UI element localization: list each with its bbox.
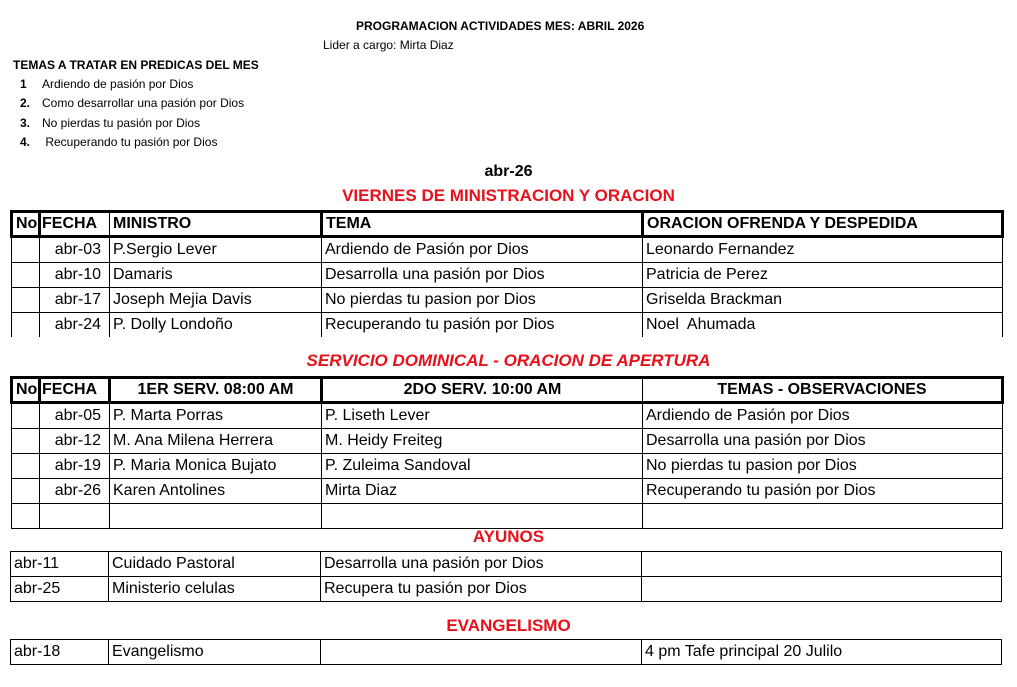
cell-1er-serv: P. Marta Porras (110, 403, 322, 429)
cell-1er-serv (110, 504, 322, 529)
cell-oracion: Patricia de Perez (643, 263, 1003, 288)
cell-fecha: abr-05 (40, 403, 110, 429)
table-row (12, 288, 1003, 313)
cell-fecha: abr-18 (11, 640, 109, 665)
section-title-ayunos: AYUNOS (472, 527, 545, 546)
cell-nota: 4 pm Tafe principal 20 Julilo (642, 640, 1002, 665)
cell-observaciones: Ardiendo de Pasión por Dios (643, 403, 1003, 429)
cell-nota (642, 577, 1002, 602)
col-header-observaciones: TEMAS - OBSERVACIONES (643, 378, 1003, 403)
section-title-dominical: SERVICIO DOMINICAL - ORACION DE APERTURA (306, 351, 711, 370)
cell-fecha: abr-03 (40, 237, 110, 263)
cell-2do-serv: P. Zuleima Sandoval (322, 454, 643, 479)
cell-fecha: abr-10 (40, 263, 110, 288)
cell-tema (321, 640, 642, 665)
cell-fecha (40, 504, 110, 529)
col-header-tema: TEMA (322, 212, 643, 237)
cell-tema: Desarrolla una pasión por Dios (321, 552, 642, 577)
table-header-row (12, 378, 1003, 403)
viernes-table (10, 210, 1004, 337)
table-row (12, 429, 1003, 454)
evangelismo-table (10, 639, 1002, 665)
cell-fecha: abr-19 (40, 454, 110, 479)
cell-no (12, 288, 40, 313)
ayunos-table (10, 551, 1002, 602)
topic-text: Recuperando tu pasión por Dios (42, 135, 218, 149)
cell-no (12, 429, 40, 454)
cell-oracion: Leonardo Fernandez (643, 237, 1003, 263)
cell-fecha: abr-11 (11, 552, 109, 577)
cell-observaciones (643, 504, 1003, 529)
table-row (11, 552, 1002, 577)
cell-fecha: abr-17 (40, 288, 110, 313)
cell-tema: Recupera tu pasión por Dios (321, 577, 642, 602)
section-title-viernes: VIERNES DE MINISTRACION Y ORACION (342, 186, 675, 205)
leader-label: Lider a cargo: Mirta Diaz (323, 38, 454, 52)
cell-fecha: abr-12 (40, 429, 110, 454)
col-header-fecha: FECHA (40, 212, 110, 237)
table-row (11, 577, 1002, 602)
topic-item (20, 77, 193, 91)
cell-ministro: P. Dolly Londoño (110, 313, 322, 338)
cell-2do-serv: Mirta Diaz (322, 479, 643, 504)
cell-oracion: Noel Ahumada (643, 313, 1003, 338)
cell-2do-serv (322, 504, 643, 529)
col-header-ministro: MINISTRO (110, 212, 322, 237)
topic-item (20, 135, 217, 149)
cell-oracion: Griselda Brackman (643, 288, 1003, 313)
dominical-table (10, 376, 1004, 529)
cell-ministro: Joseph Mejia Davis (110, 288, 322, 313)
cell-tema: Ardiendo de Pasión por Dios (322, 237, 643, 263)
table-row (12, 313, 1003, 338)
cell-tema: No pierdas tu pasion por Dios (322, 288, 643, 313)
cell-tema: Desarrolla una pasión por Dios (322, 263, 643, 288)
cell-ministerio: Cuidado Pastoral (109, 552, 321, 577)
cell-no (12, 263, 40, 288)
cell-ministro: Damaris (110, 263, 322, 288)
topic-number: 3. (20, 116, 31, 130)
cell-observaciones: No pierdas tu pasion por Dios (643, 454, 1003, 479)
col-header-no: No (12, 212, 40, 237)
cell-1er-serv: P. Maria Monica Bujato (110, 454, 322, 479)
table-row (12, 479, 1003, 504)
cell-no (12, 479, 40, 504)
col-header-no: No (12, 378, 40, 403)
cell-observaciones: Recuperando tu pasión por Dios (643, 479, 1003, 504)
topic-item (20, 96, 244, 110)
topic-number: 4. (20, 135, 31, 149)
cell-fecha: abr-26 (40, 479, 110, 504)
col-header-oracion: ORACION OFRENDA Y DESPEDIDA (643, 212, 1003, 237)
topic-number: 2. (20, 96, 31, 110)
cell-1er-serv: Karen Antolines (110, 479, 322, 504)
cell-1er-serv: M. Ana Milena Herrera (110, 429, 322, 454)
cell-fecha: abr-25 (11, 577, 109, 602)
table-row (12, 263, 1003, 288)
topic-item (20, 116, 200, 130)
table-row (12, 403, 1003, 429)
section-title-evangelismo: EVANGELISMO (446, 616, 571, 635)
cell-nota (642, 552, 1002, 577)
cell-no (12, 403, 40, 429)
document-title: PROGRAMACION ACTIVIDADES MES: ABRIL 2026 (356, 19, 645, 33)
cell-no (12, 504, 40, 529)
cell-no (12, 454, 40, 479)
topics-heading: TEMAS A TRATAR EN PREDICAS DEL MES (13, 58, 259, 72)
cell-no (12, 237, 40, 263)
month-label: abr-26 (484, 163, 533, 180)
table-row (11, 640, 1002, 665)
cell-2do-serv: P. Liseth Lever (322, 403, 643, 429)
cell-fecha: abr-24 (40, 313, 110, 338)
cell-tema: Recuperando tu pasión por Dios (322, 313, 643, 338)
col-header-2do-serv: 2DO SERV. 10:00 AM (322, 378, 643, 403)
topic-number: 1 (20, 77, 27, 91)
table-header-row (12, 212, 1003, 237)
topic-text: No pierdas tu pasión por Dios (42, 116, 201, 130)
cell-2do-serv: M. Heidy Freiteg (322, 429, 643, 454)
table-row (12, 504, 1003, 529)
cell-no (12, 313, 40, 338)
cell-observaciones: Desarrolla una pasión por Dios (643, 429, 1003, 454)
cell-ministerio: Ministerio celulas (109, 577, 321, 602)
col-header-fecha: FECHA (40, 378, 110, 403)
topic-text: Como desarrollar una pasión por Dios (42, 96, 245, 110)
topic-text: Ardiendo de pasión por Dios (42, 77, 194, 91)
col-header-1er-serv: 1ER SERV. 08:00 AM (110, 378, 322, 403)
table-row (12, 454, 1003, 479)
table-row (12, 237, 1003, 263)
cell-ministerio: Evangelismo (109, 640, 321, 665)
cell-ministro: P.Sergio Lever (110, 237, 322, 263)
